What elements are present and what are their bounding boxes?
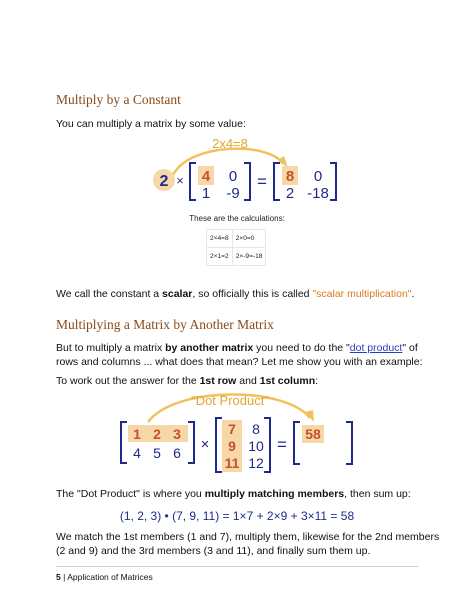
matrix-a-r2c2: -9 [226,185,240,202]
dot-product-intro-paragraph [56,341,423,369]
intro-text-2: you need to do the " [253,342,350,354]
result-left-bracket [294,422,300,464]
matrix-a-r2c1: 1 [201,185,211,202]
table-cell: 2×0=0 [232,230,266,248]
matrix-b-right-bracket [330,163,336,200]
table-row [207,248,266,266]
dot-product-definition-paragraph [56,487,411,501]
table-row [207,230,266,248]
matrix-a-left-bracket [190,163,196,200]
dot-product-figure [0,388,474,478]
row-col-text-1: To work out the answer for the [56,375,200,387]
equals-sign: = [257,172,267,191]
times-sign: × [176,173,184,188]
table-cell: 2×-9=-18 [232,248,266,266]
page-number: 5 [56,572,61,582]
section-heading-matrix-by-matrix: Multiplying a Matrix by Another Matrix [56,317,274,332]
dot-product-equation: (1, 2, 3) • (7, 9, 11) = 1×7 + 2×9 + 3×11 = 58 [119,509,355,523]
intro-paragraph: You can multiply a matrix by some value: [56,118,246,130]
calculations-table [206,229,266,266]
result-value: 58 [305,426,321,442]
matrix-c-left-bracket [121,422,127,463]
matrix-b-left-bracket [274,163,280,200]
matrix-c-r1c3: 3 [173,426,181,442]
equals-sign-2: = [277,435,287,454]
page-footer [56,572,153,582]
matrix-d-r3c1: 11 [224,455,240,471]
footer-separator: | [60,572,68,582]
row-col-text-2: and [236,375,260,387]
matrix-d-r1c2: 8 [252,421,260,437]
scalar-value: 2 [159,173,169,190]
matrix-a-r1c2: 0 [228,168,238,185]
first-row-term: 1st row [199,375,237,387]
dot-product-arc-label: "Dot Product" [191,393,269,408]
scalar-text-3: . [411,288,415,300]
matrix-c-r2c2: 5 [153,445,161,461]
intro-bold: by another matrix [165,342,254,354]
definition-text-1: The "Dot Product" is where you [56,488,205,500]
scalar-paragraph [56,287,414,301]
result-right-bracket [346,422,352,464]
matching-line-1: We match the 1st members (1 and 7), multiply them, likewise for the 2nd members [56,531,440,543]
row-col-text-3: : [315,375,319,387]
matrix-a-r1c1: 4 [201,168,211,185]
matrix-d-r2c2: 10 [248,438,264,454]
matrix-b-r1c2: 0 [313,168,323,185]
intro-text-1: But to multiply a matrix [56,342,166,354]
matching-members-paragraph [56,530,439,558]
section-heading-multiply-constant: Multiply by a Constant [56,92,181,107]
intro-text-3: " of [402,342,418,354]
matrix-c-r1c1: 1 [133,426,141,442]
matrix-c-r2c1: 4 [133,445,141,461]
scalar-text-2: , so officially this is called [192,288,313,300]
matrix-d-right-bracket [264,418,270,472]
definition-bold: multiply matching members [204,488,345,500]
table-cell: 2×4=8 [207,230,233,248]
dot-product-arc-arrowhead [305,410,314,422]
matrix-c-right-bracket [188,422,194,463]
matrix-d-r2c1: 9 [228,438,236,454]
scalar-multiplication-term: "scalar multiplication" [312,288,412,300]
table-cell: 2×1=2 [207,248,233,266]
first-row-column-paragraph [56,374,318,388]
footer-title: Application of Matrices [67,572,153,582]
footer-divider [56,566,418,567]
matrix-d-left-bracket [216,418,222,472]
matrix-c-r1c2: 2 [153,426,161,442]
definition-text-2: , then sum up: [344,488,411,500]
matrix-c-r2c3: 6 [173,445,181,461]
scalar-term: scalar [162,288,193,300]
dot-product-link[interactable]: dot product [349,342,403,354]
times-sign-2: × [200,436,210,453]
calculations-caption: These are the calculations: [189,214,285,223]
scalar-text-1: We call the constant a [56,288,163,300]
first-column-term: 1st column [259,375,316,387]
matrix-b-r1c1: 8 [285,168,295,185]
matching-line-2: (2 and 9) and the 3rd members (3 and 11), and finally sum them up. [56,545,371,557]
scalar-multiplication-figure [0,130,474,210]
dot-product-intro-line-2: rows and columns ... what does that mean? Let me show you with an example: [56,356,423,368]
dot-product-intro-line-1 [56,341,423,355]
arc-label: 2x4=8 [212,136,248,151]
matrix-a-right-bracket [244,163,250,200]
matrix-d-r1c1: 7 [228,421,236,437]
matrix-d-r3c2: 12 [248,455,264,471]
matrix-b-r2c2: -18 [307,185,329,202]
matrix-b-r2c1: 2 [285,185,295,202]
